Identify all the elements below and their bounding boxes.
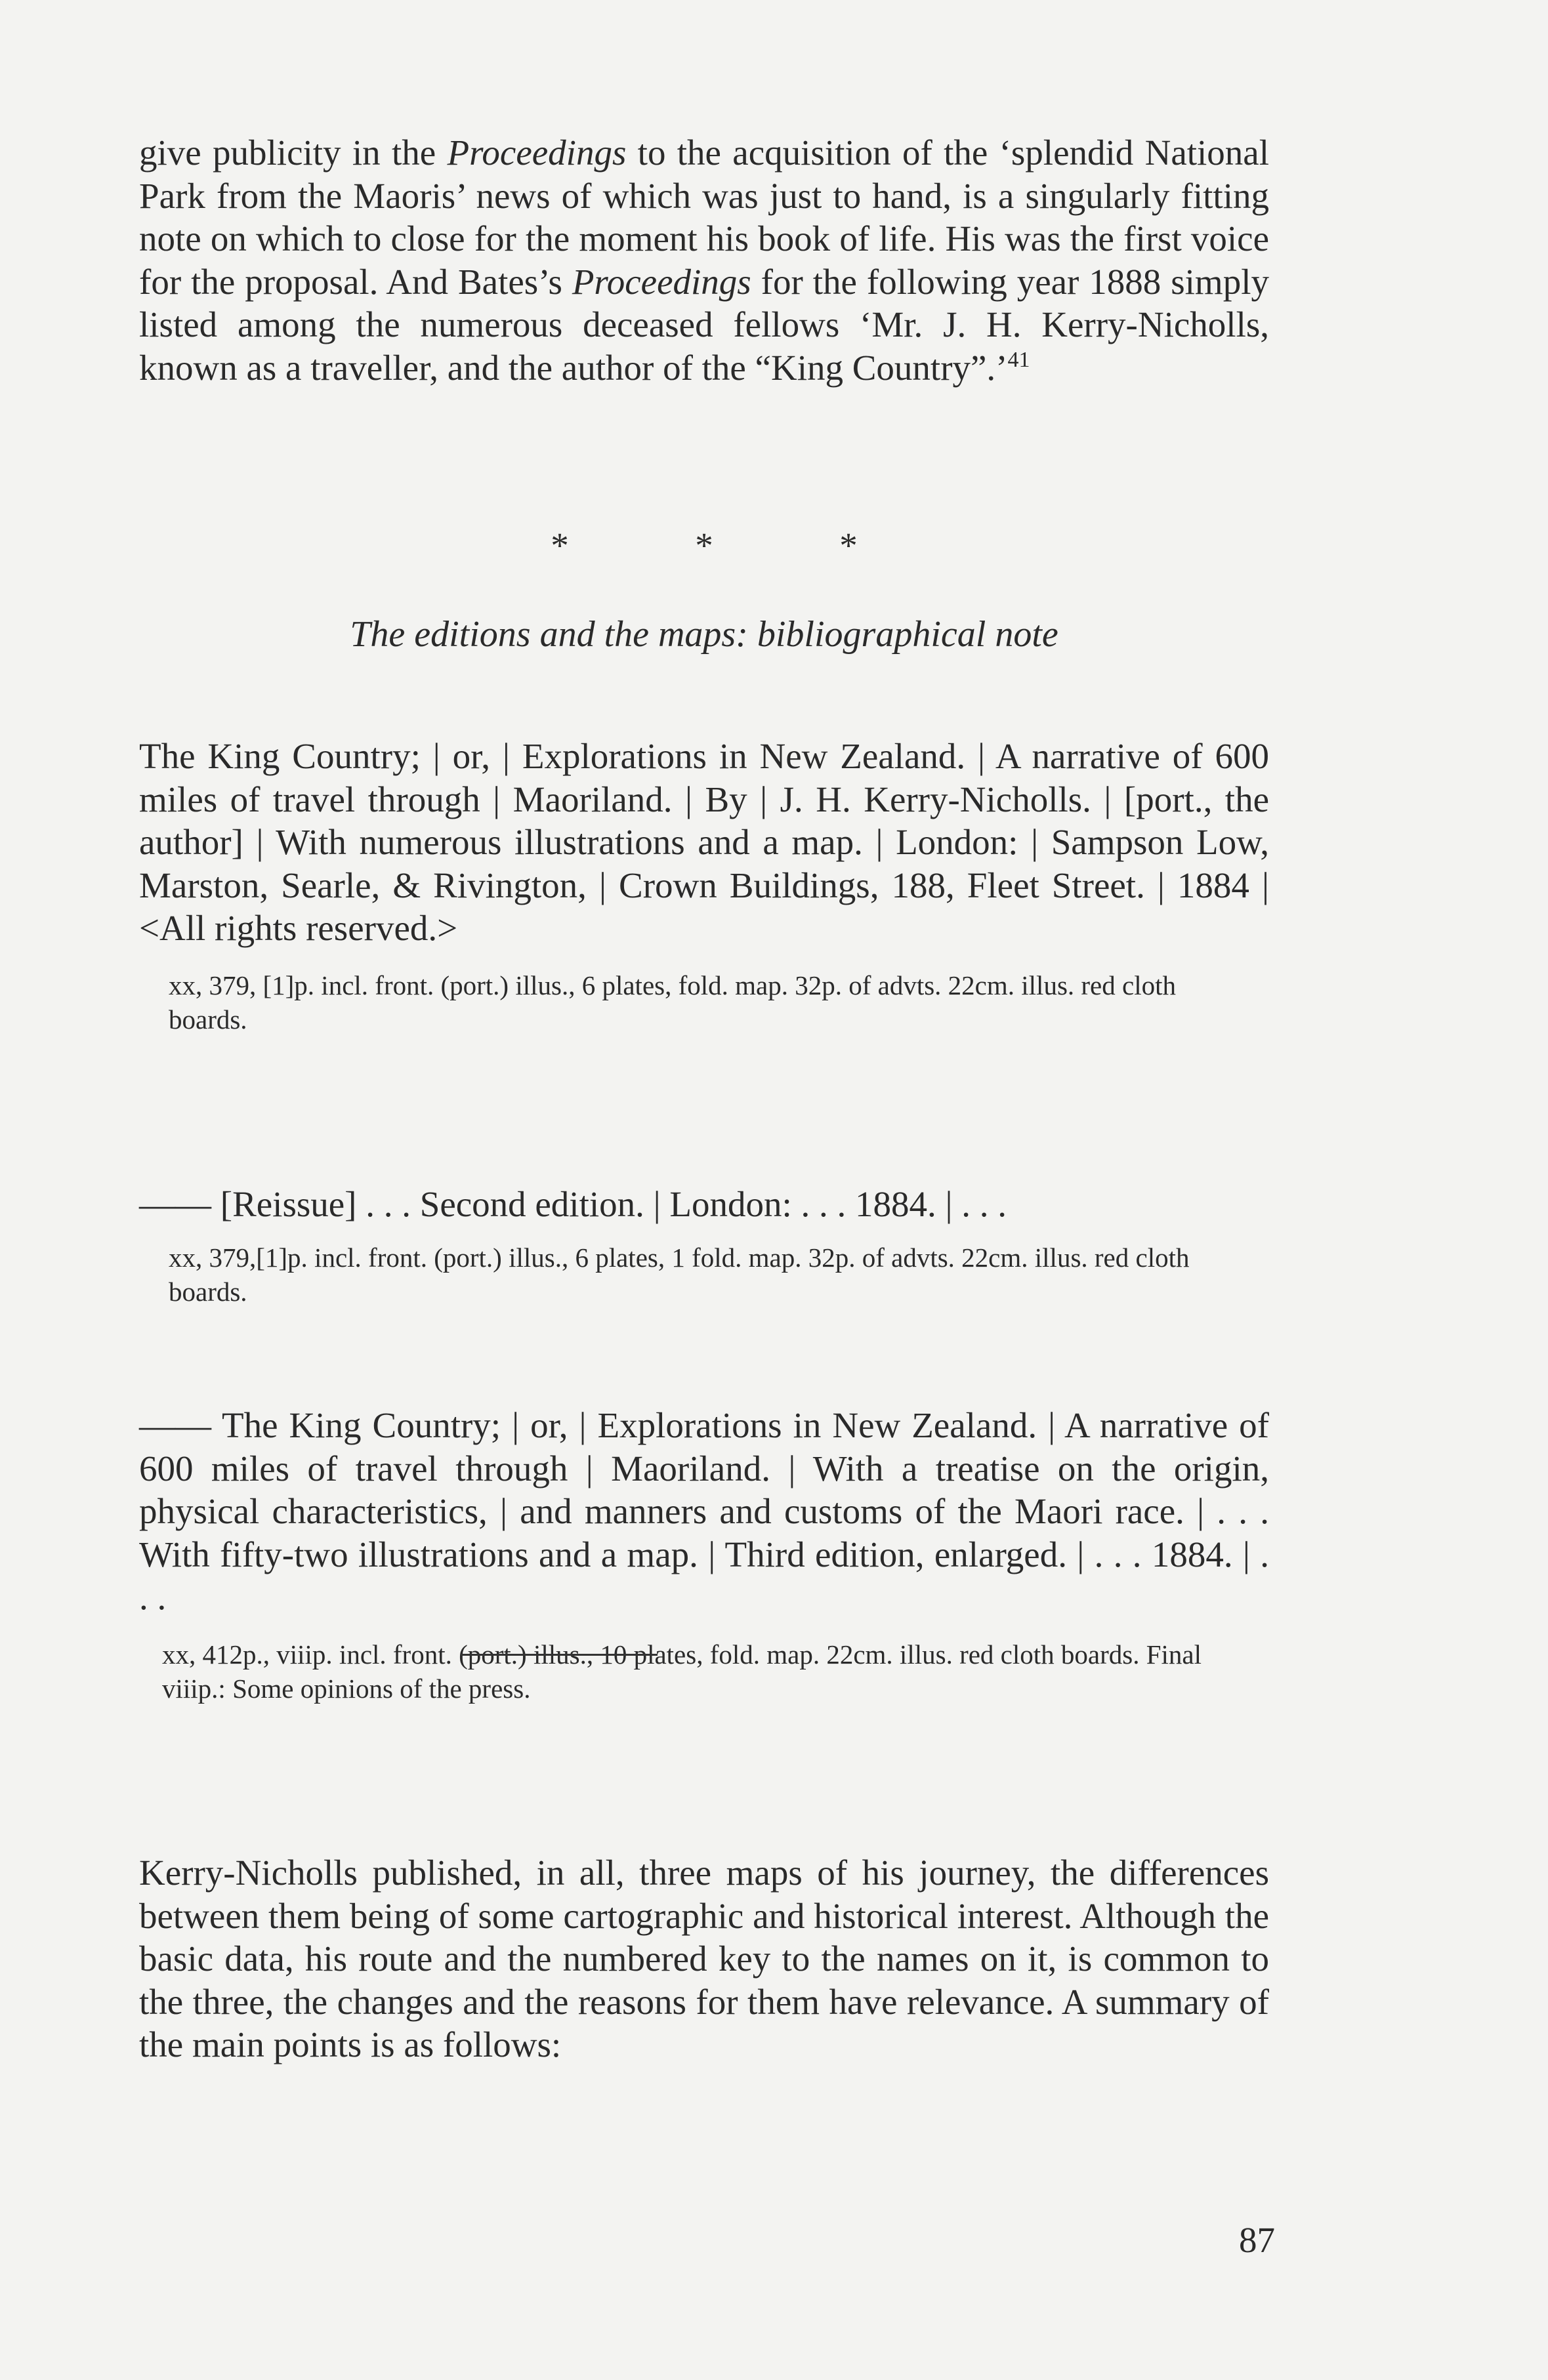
asterisk-separator (139, 525, 1269, 566)
closing-paragraph: Kerry-Nicholls published, in all, three maps of his journey, the differences between them being of some cartographic and historical interest. Although the basic data, his route and the numbered key to the names on it, is common to the three, the changes and the reasons for them have relevance. A summary of the main points is as follows: (139, 1853, 1269, 2064)
bibliography-entry (139, 735, 1269, 1036)
section-title: The editions and the maps: bibliographical note (350, 614, 1058, 655)
intro-text-3: for the following year 1888 simply listed among the numerous deceased fellows ‘Mr. J. H. Kerry-Nicholls, known as a traveller, and the author of the “King Country”.’ (139, 261, 1269, 388)
asterisk: * (551, 525, 569, 565)
bibliography-entry (139, 1183, 1269, 1309)
entry-citation: —— The King Country; | or, | Explorations in New Zealand. | A narrative of 600 miles of travel through | Maoriland. | With a treatise on the origin, physical characteristics, | and manners and customs of the Maori race. | . . . With fifty-two illustrations and a map. | Third edition, enlarged. | . . . 1884. | . . . (139, 1405, 1269, 1617)
intro-text-1: give publicity in the (139, 133, 448, 173)
entry-description: xx, 379, [1]p. incl. front. (port.) illus., 6 plates, fold. map. 32p. of advts. 22cm. illus. red cloth boards. (169, 970, 1176, 1035)
bibliography-entry (139, 1404, 1269, 1706)
entry-citation: The King Country; | or, | Explorations in New Zealand. | A narrative of 600 miles of travel through | Maoriland. | By | J. H. Kerry-Nicholls. | [port., the author] | With numerous illustrations and a map. | London: | Sampson Low, Marston, Searle, & Rivington, | Crown Buildings, 188, Fleet Street. | 1884 | <All rights reserved.> (139, 736, 1269, 948)
horizontal-rule (461, 1654, 658, 1656)
intro-paragraph (139, 131, 1269, 389)
intro-italic-1: Proceedings (447, 133, 627, 173)
entry-citation: —— [Reissue] . . . Second edition. | London: . . . 1884. | . . . (139, 1184, 1007, 1224)
asterisk: * (695, 525, 713, 565)
footnote-reference: 41 (1007, 347, 1030, 372)
asterisk: * (839, 525, 858, 565)
page-number: 87 (1239, 2220, 1275, 2260)
entry-description: xx, 379,[1]p. incl. front. (port.) illus., 6 plates, 1 fold. map. 32p. of advts. 22cm. illus. red cloth boards. (169, 1242, 1190, 1307)
entry-description: xx, 412p., viiip. incl. front. (port.) illus., 10 plates, fold. map. 22cm. illus. red cloth boards. Final viiip.: Some opinions of the press. (162, 1639, 1202, 1704)
intro-text-2: to the acquisition of the ‘splendid National Park from the Maoris’ news of which was just to hand, is a singularly fitting note on which to close for the moment his book of life. His was the first voice for the proposal. And Bates’s (139, 133, 1269, 302)
intro-italic-2: Proceedings (572, 261, 751, 302)
